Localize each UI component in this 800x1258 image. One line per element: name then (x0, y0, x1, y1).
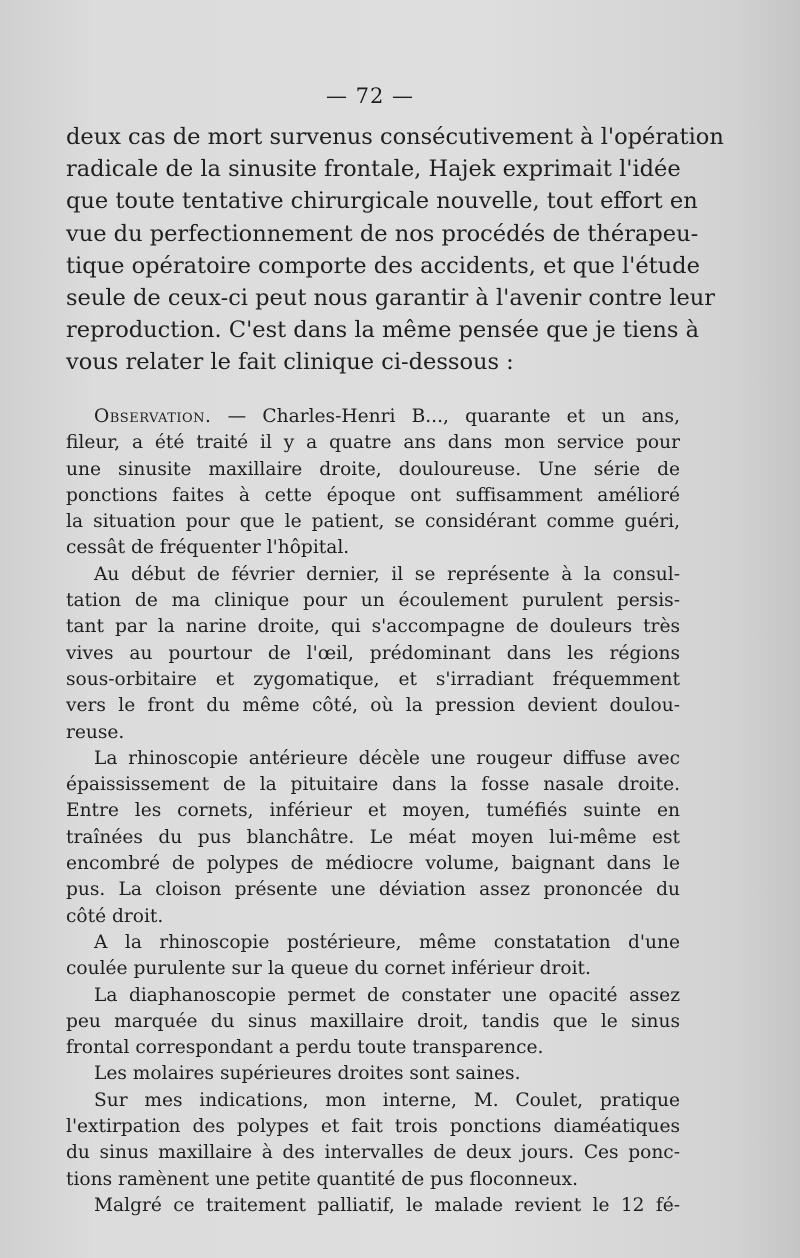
text-line: tique opératoire comporte des accidents, et que l'étude (66, 252, 700, 279)
text-line: du sinus maxillaire à des intervalles de deux jours. Ces ponc- (66, 1142, 680, 1164)
text-line: Au début de février dernier, il se représente à la consul- (94, 563, 680, 585)
text-line: sous-orbitaire et zygomatique, et s'irradiant fréquemment (66, 668, 680, 690)
text-line: cessât de fréquenter l'hôpital. (66, 537, 350, 559)
text-line: pus. La cloison présente une déviation assez prononcée du (66, 879, 680, 901)
text-line: fileur, a été traité il y a quatre ans dans mon service pour (66, 432, 680, 454)
text-line: traînées du pus blanchâtre. Le méat moyen lui-même est (66, 826, 680, 848)
text-line: La diaphanoscopie permet de constater une opacité assez (94, 984, 680, 1006)
text-line: vives au pourtour de l'œil, prédominant dans les régions (66, 642, 680, 664)
text-line: reuse. (66, 721, 125, 743)
text-line: frontal correspondant a perdu toute transparence. (66, 1037, 544, 1059)
text-line: Les molaires supérieures droites sont saines. (94, 1063, 521, 1085)
page-number: — 72 — (325, 84, 415, 108)
text-line: ponctions faites à cette époque ont suffisamment amélioré (66, 484, 680, 506)
text-line: seule de ceux-ci peut nous garantir à l'avenir contre leur (66, 285, 716, 312)
text-line: encombré de polypes de médiocre volume, baignant dans le (66, 853, 680, 875)
text-line: reproduction. C'est dans la même pensée que je tiens à (66, 317, 700, 344)
text-line: côté droit. (66, 905, 164, 927)
text-line: tions ramènent une petite quantité de pus floconneux. (66, 1168, 578, 1190)
text-line: tant par la narine droite, qui s'accompagne de douleurs très (66, 616, 680, 638)
text-line: une sinusite maxillaire droite, douloureuse. Une série de (66, 458, 680, 480)
observation-first-line (66, 404, 680, 430)
text-line: A la rhinoscopie postérieure, même constatation d'une (94, 931, 680, 953)
text-line: vous relater le fait clinique ci-dessous : (66, 349, 514, 376)
text-line: tation de ma clinique pour un écoulement purulent persis- (66, 590, 680, 612)
text-line: que toute tentative chirurgicale nouvelle, tout effort en (66, 188, 698, 215)
text-line: — Charles-Henri B..., quarante et un ans, (211, 406, 680, 427)
text-line: coulée purulente sur la queue du cornet inférieur droit. (66, 958, 591, 980)
text-line: Entre les cornets, inférieur et moyen, tuméfiés suinte en (66, 800, 680, 822)
text-line: peu marquée du sinus maxillaire droit, tandis que le sinus (66, 1010, 680, 1032)
observation-section (66, 404, 680, 1219)
intro-paragraph (66, 121, 724, 379)
text-line: vers le front du même côté, où la pression devient doulou- (66, 695, 680, 717)
text-line: La rhinoscopie antérieure décèle une rougeur diffuse avec (94, 747, 680, 769)
text-line: deux cas de mort survenus consécutivement à l'opération (66, 124, 724, 150)
text-line: l'extirpation des polypes et fait trois ponctions diaméatiques (66, 1116, 680, 1138)
text-line: radicale de la sinusite frontale, Hajek exprimait l'idée (66, 156, 681, 183)
text-line: vue du perfectionnement de nos procédés de thérapeu- (66, 220, 699, 247)
text-line: Malgré ce traitement palliatif, le malade revient le 12 fé- (94, 1194, 680, 1216)
text-line: Sur mes indications, mon interne, M. Coulet, pratique (94, 1089, 680, 1111)
observation-heading: Observation. (94, 406, 212, 427)
text-line: la situation pour que le patient, se considérant comme guéri, (66, 511, 680, 533)
text-line: épaississement de la pituitaire dans la fosse nasale droite. (66, 774, 680, 796)
